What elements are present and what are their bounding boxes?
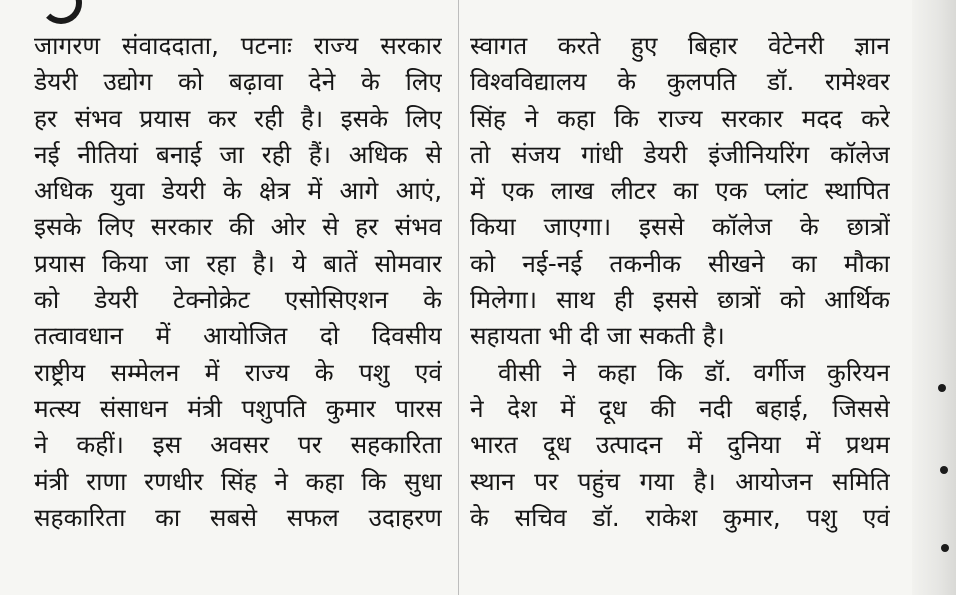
article-column-left [34, 28, 442, 536]
column-divider [458, 0, 459, 595]
text-line: मिलेगा। साथ ही इससे छात्रों को आर्थिक [470, 285, 890, 315]
text-line: मत्स्य संसाधन मंत्री पशुपति कुमार पारस [34, 393, 442, 423]
text-line: सहकारिता का सबसे सफल उदाहरण [34, 502, 442, 532]
decorative-dot [941, 544, 949, 552]
text-line: तो संजय गांधी डेयरी इंजीनियरिंग कॉलेज [470, 139, 890, 169]
text-line: ने कहीं। इस अवसर पर सहकारिता [34, 430, 442, 460]
text-line: प्रयास किया जा रहा है। ये बातें सोमवार [34, 248, 442, 278]
text-line: स्वागत करते हुए बिहार वेटेनरी ज्ञान [470, 31, 890, 60]
text-line: तत्वावधान में आयोजित दो दिवसीय [34, 321, 442, 351]
text-line: को नई-नई तकनीक सीखने का मौका [470, 248, 890, 278]
text-line: सिंह ने कहा कि राज्य सरकार मदद करे [470, 103, 890, 133]
text-line: सहायता भी दी जा सकती है। [470, 321, 725, 351]
text-line: राष्ट्रीय सम्मेलन में राज्य के पशु एवं [34, 357, 442, 387]
text-line: स्थान पर पहुंच गया है। आयोजन समिति [470, 466, 890, 496]
headline-fragment [40, 0, 82, 24]
text-line: डेयरी उद्योग को बढ़ावा देने के लिए [34, 67, 442, 97]
decorative-dot [940, 466, 948, 474]
article-column-right [470, 28, 890, 536]
text-line: किया जाएगा। इससे कॉलेज के छात्रों [470, 212, 890, 242]
text-line: ने देश में दूध की नदी बहाई, जिससे [470, 393, 890, 423]
page-edge [912, 0, 956, 595]
decorative-dot [938, 384, 946, 392]
text-line: नई नीतियां बनाई जा रही हैं। अधिक से [34, 139, 442, 169]
text-line: अधिक युवा डेयरी के क्षेत्र में आगे आएं, [34, 176, 442, 206]
text-line: भारत दूध उत्पादन में दुनिया में प्रथम [470, 430, 890, 460]
text-line: हर संभव प्रयास कर रही है। इसके लिए [34, 103, 442, 133]
text-line: मंत्री राणा रणधीर सिंह ने कहा कि सुधा [34, 466, 442, 496]
text-line: को डेयरी टेक्नोक्रेट एसोसिएशन के [34, 285, 442, 315]
text-line: जागरण संवाददाता, पटनाः राज्य सरकार [34, 31, 442, 60]
text-line: के सचिव डॉ. राकेश कुमार, पशु एवं [470, 502, 890, 532]
paragraph-start-line: वीसी ने कहा कि डॉ. वर्गीज कुरियन [498, 357, 890, 387]
text-line: में एक लाख लीटर का एक प्लांट स्थापित [470, 176, 890, 206]
text-line: इसके लिए सरकार की ओर से हर संभव [34, 212, 442, 242]
text-line: विश्वविद्यालय के कुलपति डॉ. रामेश्वर [470, 67, 890, 97]
